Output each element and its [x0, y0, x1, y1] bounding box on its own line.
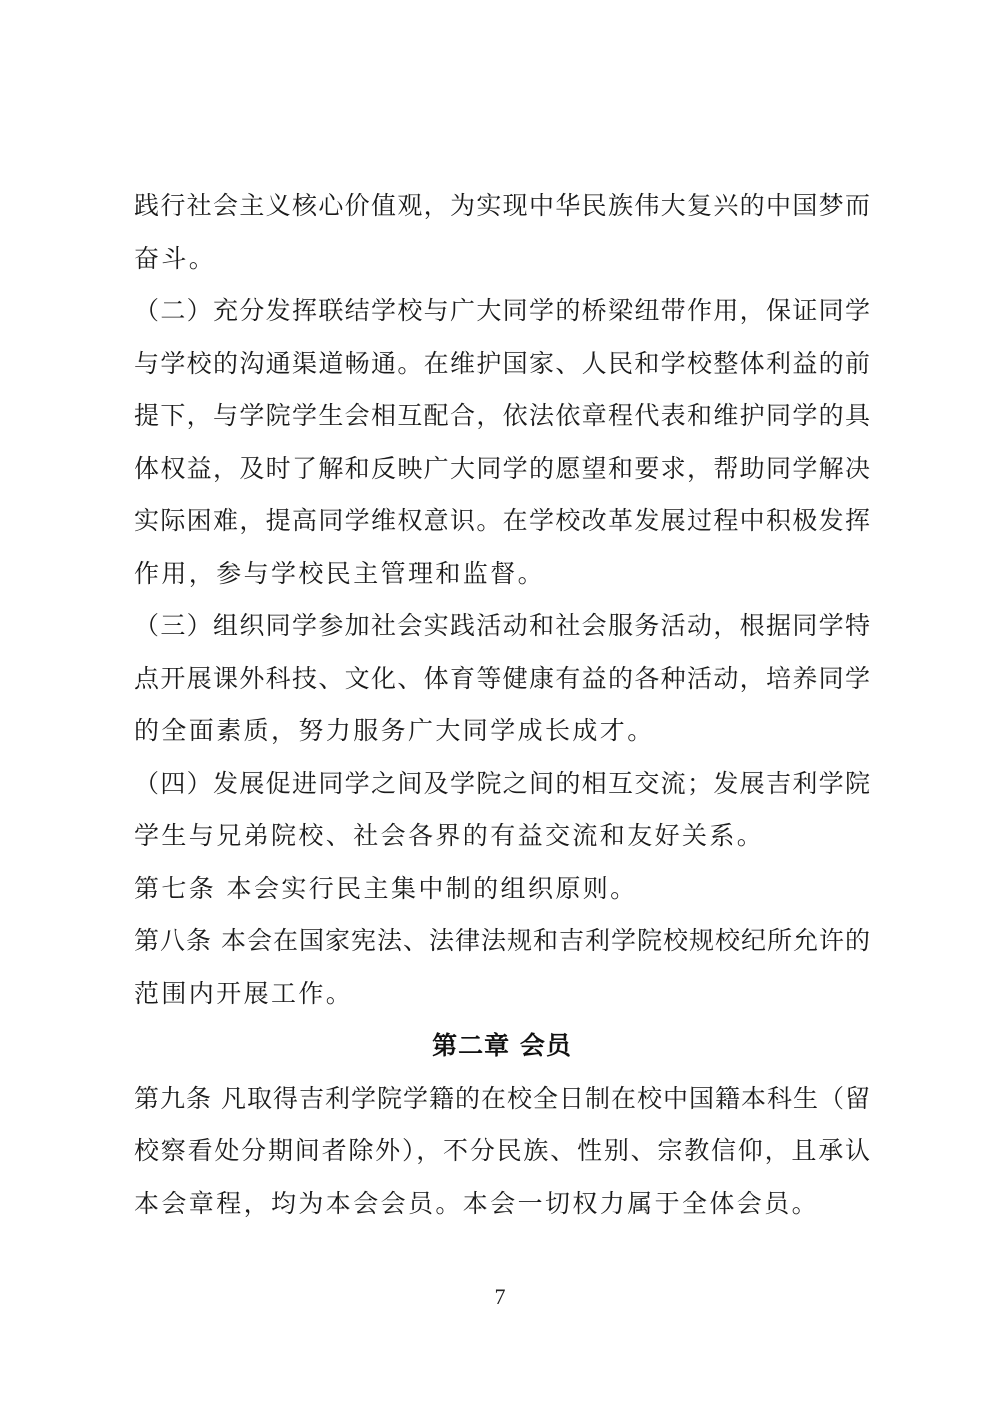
body-line: 第七条 本会实行民主集中制的组织原则。 — [134, 873, 638, 903]
body-line: 校察看处分期间者除外），不分民族、性别、宗教信仰，且承认 — [134, 1136, 870, 1165]
body-line: 点开展课外科技、文化、体育等健康有益的各种活动，培养同学 — [134, 663, 870, 693]
body-line: 范围内开展工作。 — [134, 978, 354, 1008]
body-line: 体权益，及时了解和反映广大同学的愿望和要求，帮助同学解决 — [134, 453, 870, 483]
page-number: 7 — [494, 1284, 506, 1309]
body-line: 与学校的沟通渠道畅通。在维护国家、人民和学校整体利益的前 — [134, 348, 870, 378]
body-line: （二）充分发挥联结学校与广大同学的桥梁纽带作用，保证同学 — [134, 296, 870, 325]
body-line: 奋斗。 — [134, 243, 217, 273]
body-line: 作用，参与学校民主管理和监督。 — [134, 558, 546, 588]
body-line: 的全面素质，努力服务广大同学成长成才。 — [134, 716, 655, 745]
body-line: 实际困难，提高同学维权意识。在学校改革发展过程中积极发挥 — [134, 506, 870, 535]
body-line: 第九条 凡取得吉利学院学籍的在校全日制在校中国籍本科生（留 — [134, 1083, 870, 1113]
chapter-heading: 第二章 会员 — [432, 1031, 572, 1060]
body-line: （四）发展促进同学之间及学院之间的相互交流；发展吉利学院 — [134, 768, 870, 798]
document-body — [134, 180, 870, 1230]
body-line: 学生与兄弟院校、社会各界的有益交流和友好关系。 — [134, 821, 765, 850]
body-line: 第八条 本会在国家宪法、法律法规和吉利学院校规校纪所允许的 — [134, 926, 870, 955]
body-line: 本会章程，均为本会会员。本会一切权力属于全体会员。 — [134, 1188, 820, 1218]
body-line: 提下，与学院学生会相互配合，依法依章程代表和维护同学的具 — [134, 401, 870, 430]
body-line: （三）组织同学参加社会实践活动和社会服务活动，根据同学特 — [134, 611, 870, 640]
body-line: 践行社会主义核心价值观，为实现中华民族伟大复兴的中国梦而 — [134, 191, 870, 220]
